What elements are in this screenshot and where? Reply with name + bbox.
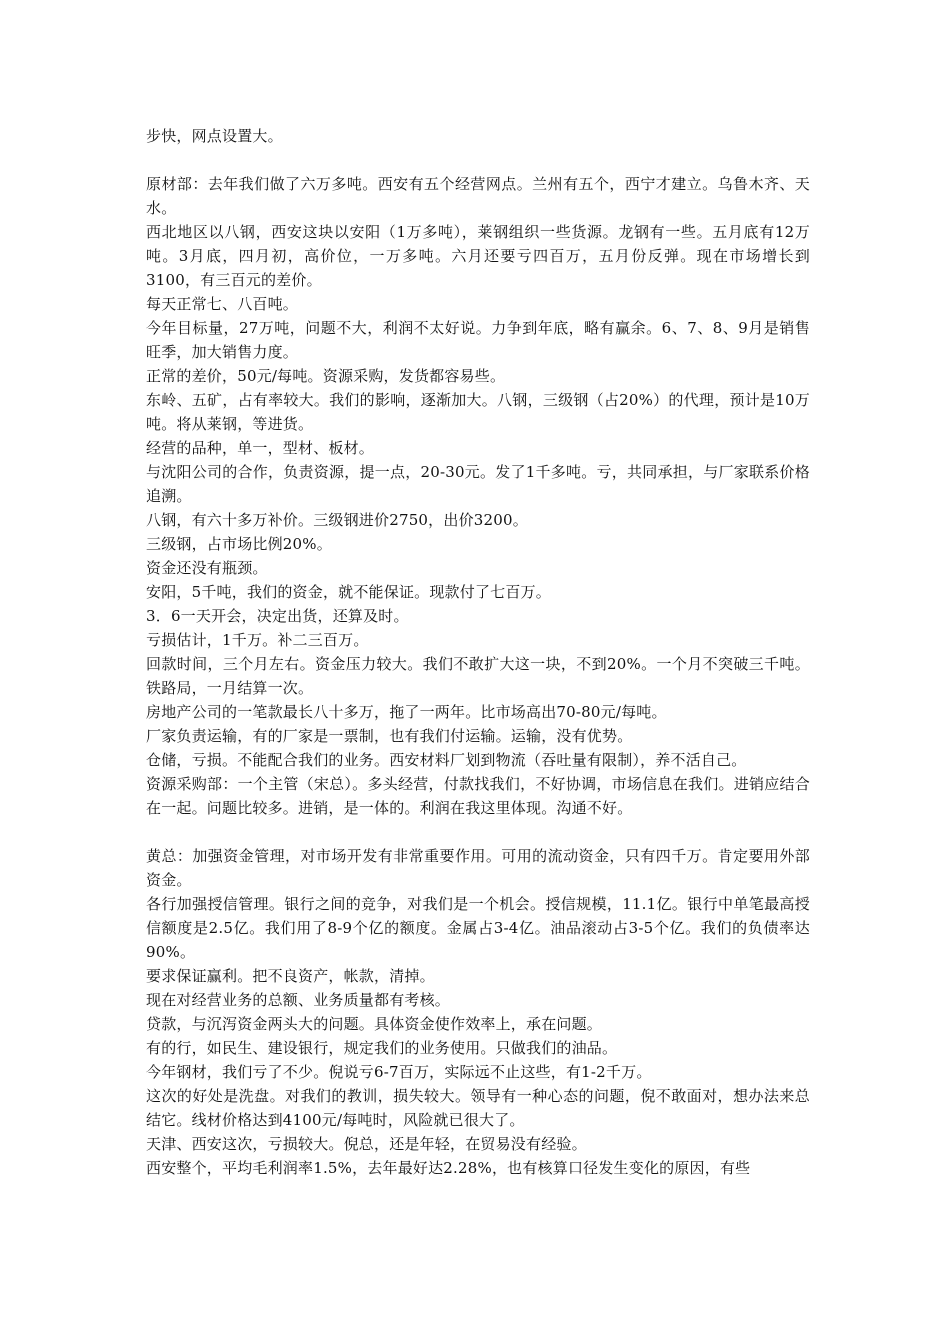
paragraph: 原材部：去年我们做了六万多吨。西安有五个经营网点。兰州有五个，西宁才建立。乌鲁木齐、天水。 [146,175,810,217]
paragraph: 有的行，如民生、建设银行，规定我们的业务使用。只做我们的油品。 [146,1039,618,1057]
paragraph: 这次的好处是洗盘。对我们的教训，损失较大。领导有一种心态的问题，倪不敢面对，想办法来总结它。线材价格达到4100元/每吨时，风险就已很大了。 [146,1087,810,1129]
paragraph: 要求保证赢利。把不良资产，帐款，清掉。 [146,967,435,985]
paragraph: 今年钢材，我们亏了不少。倪说亏6-7百万，实际远不止这些，有1-2千万。 [146,1063,652,1081]
paragraph: 资源采购部：一个主管（宋总）。多头经营，付款找我们，不好协调，市场信息在我们。进销应结合在一起。问题比较多。进销，是一体的。利润在我这里体现。沟通不好。 [146,775,810,817]
paragraph: 八钢，有六十多万补价。三级钢进价2750，出价3200。 [146,511,528,529]
paragraph: 西北地区以八钢，西安这块以安阳（1万多吨），莱钢组织一些货源。龙钢有一些。五月底有12万吨。3月底，四月初，高价位，一万多吨。六月还要亏四百万，五月份反弹。现在市场增长到3100，有三百元的差价。 [146,223,810,289]
paragraph: 东岭、五矿，占有率较大。我们的影响，逐渐加大。八钢，三级钢（占20%）的代理，预计是10万吨。将从莱钢，等进货。 [146,391,810,433]
document-body [146,124,810,1180]
paragraph: 资金还没有瓶颈。 [146,559,268,577]
paragraph: 仓储，亏损。不能配合我们的业务。西安材料厂划到物流（吞吐量有限制），养不活自己。 [146,751,747,769]
paragraph: 现在对经营业务的总额、业务质量都有考核。 [146,991,451,1009]
paragraph: 今年目标量，27万吨，问题不大，利润不太好说。力争到年底，略有赢余。6、7、8、9月是销售旺季，加大销售力度。 [146,319,810,361]
paragraph: 安阳，5千吨，我们的资金，就不能保证。现款付了七百万。 [146,583,551,601]
paragraph: 步快，网点设置大。 [146,127,283,145]
paragraph: 正常的差价，50元/每吨。资源采购，发货都容易些。 [146,367,506,385]
paragraph: 3．6一天开会，决定出货，还算及时。 [146,607,409,625]
paragraph: 亏损估计，1千万。补二三百万。 [146,631,369,649]
paragraph: 房地产公司的一笔款最长八十多万，拖了一两年。比市场高出70-80元/每吨。 [146,703,667,721]
paragraph: 经营的品种，单一，型材、板材。 [146,439,375,457]
paragraph: 天津、西安这次，亏损较大。倪总，还是年轻，在贸易没有经验。 [146,1135,587,1153]
paragraph: 厂家负责运输，有的厂家是一票制，也有我们付运输。运输，没有优势。 [146,727,633,745]
paragraph-gap [146,148,810,172]
paragraph: 与沈阳公司的合作，负责资源，提一点，20-30元。发了1千多吨。亏，共同承担，与厂家联系价格追溯。 [146,463,810,505]
paragraph: 回款时间，三个月左右。资金压力较大。我们不敢扩大这一块，不到20%。一个月不突破三千吨。铁路局，一月结算一次。 [146,655,810,697]
paragraph: 每天正常七、八百吨。 [146,295,299,313]
paragraph-gap [146,820,810,844]
paragraph: 贷款，与沉泻资金两头大的问题。具体资金使作效率上，承在问题。 [146,1015,603,1033]
paragraph: 三级钢，占市场比例20%。 [146,535,332,553]
paragraph: 西安整个，平均毛利润率1.5%，去年最好达2.28%，也有核算口径发生变化的原因，有些 [146,1159,751,1177]
paragraph: 黄总：加强资金管理，对市场开发有非常重要作用。可用的流动资金，只有四千万。肯定要用外部资金。 [146,847,810,889]
paragraph: 各行加强授信管理。银行之间的竞争，对我们是一个机会。授信规模，11.1亿。银行中单笔最高授信额度是2.5亿。我们用了8-9个亿的额度。金属占3-4亿。油品滚动占3-5个亿。我们的负债率达90%。 [146,895,810,961]
